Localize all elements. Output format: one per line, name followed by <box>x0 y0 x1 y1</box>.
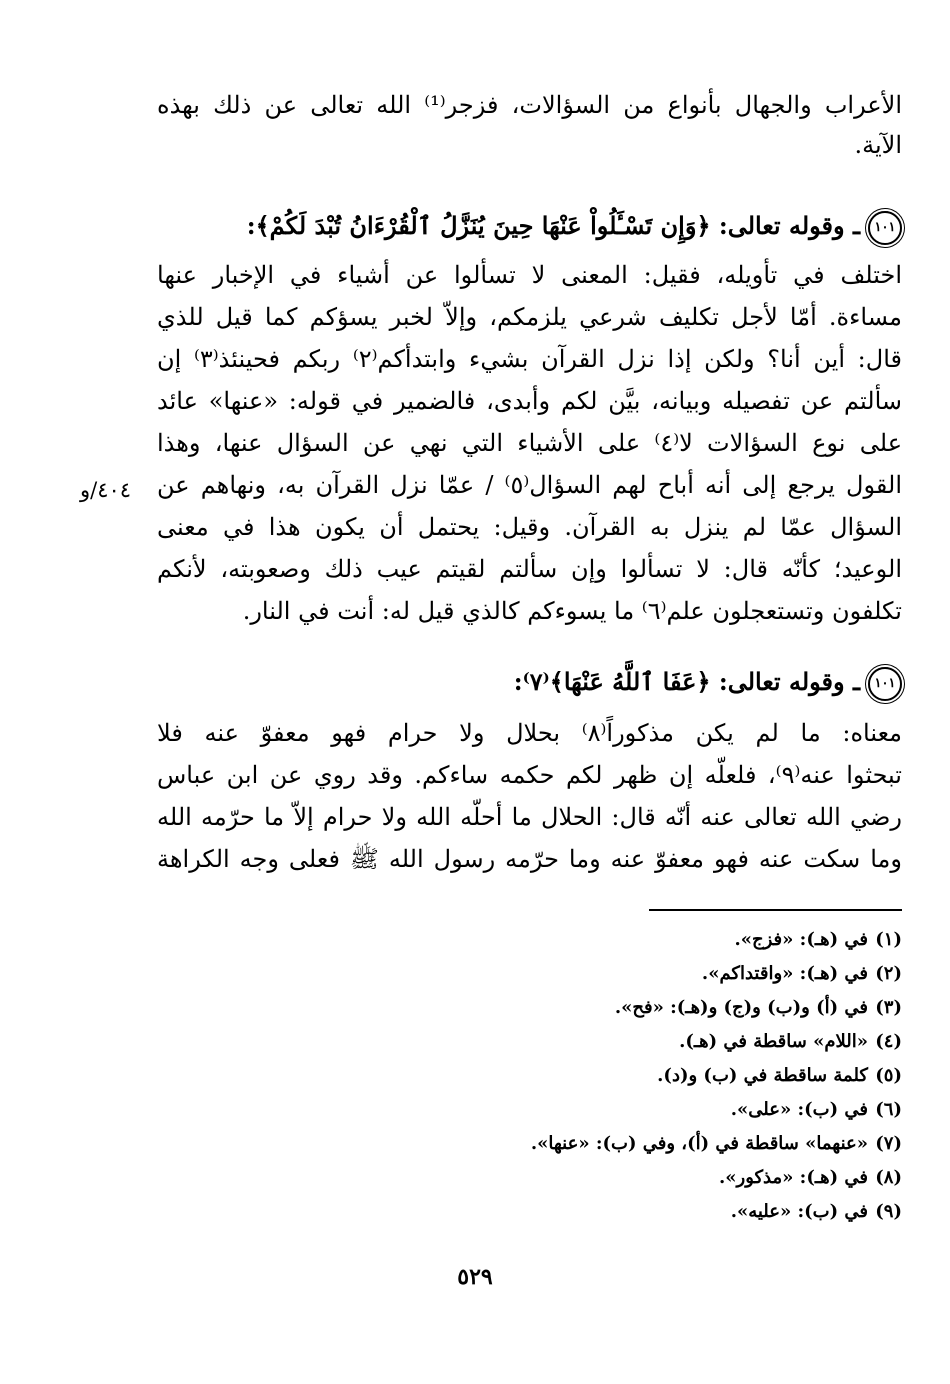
footnote-text: كلمة ساقطة في (ب) و(د). <box>657 1065 868 1086</box>
footnote-number: (٤) <box>875 1031 902 1052</box>
footnote <box>734 924 902 956</box>
footnote-text: «عنهما» ساقطة في (أ)، وفي (ب): «عنها». <box>530 1133 868 1154</box>
body-line: اختلف في تأويله، فقيل: المعنى لا تسألوا عن أشياء في الإخبار عنها <box>157 261 902 289</box>
verse-number-badge: ١٠١ <box>868 211 902 245</box>
body-line: السؤال عمّا لم ينزل به القرآن. وقيل: يحتمل أن يكون هذا في معنى <box>157 513 902 541</box>
footnote-number: (٨) <box>875 1167 902 1188</box>
page-number: ٥٢٩ <box>457 1264 493 1290</box>
heading-text: ـ وقوله تعالى: ﴿وَإِن تَسْـَٔلُواْ عَنْهَا حِينَ يُنَزَّلُ ٱلْقُرْءَانُ تُبْدَ لَكُمْ﴾: <box>246 211 860 240</box>
heading-text: ـ وقوله تعالى: ﴿عَفَا ٱللَّهُ عَنْهَا﴾⁽٧⁾: <box>513 667 860 696</box>
footnote-text: في (ب): «على». <box>730 1099 868 1120</box>
footnote <box>731 1196 902 1228</box>
section-heading-1 <box>157 206 902 246</box>
body-line: على نوع السؤالات لا⁽٤⁾ على الأشياء التي نهي عن السؤال عنها، وهذا <box>157 429 902 457</box>
footnote <box>731 1094 902 1126</box>
footnote-number: (٦) <box>875 1099 902 1120</box>
body-line: رضي الله تعالى عنه أنّه قال: الحلال ما أحلّه الله ولا حرام إلاّ ما حرّمه الله <box>157 803 902 831</box>
footnote <box>679 1026 902 1058</box>
body-line: القول يرجع إلى أنه أباح لهم السؤال⁽٥⁾ / عمّا نزل القرآن به، ونهاهم عن <box>157 471 902 499</box>
footnote-separator <box>649 909 902 911</box>
section-heading-2 <box>157 662 902 702</box>
footnote-text: في (هـ): «مذكور». <box>718 1167 868 1188</box>
body-line: وما سكت عنه فهو معفوّ عنه وما حرّمه رسول الله ﷺ فعلى وجه الكراهة <box>157 845 902 873</box>
verse-number-badge: ١٠١ <box>868 667 902 701</box>
footnote <box>531 1128 902 1160</box>
footnote-number: (٩) <box>875 1201 902 1222</box>
footnote-text: في (هـ): «واقتداكم». <box>701 963 868 984</box>
body-line: سألتم عن تفصيله وبيانه، بيَّن لكم وأبدى، فالضمير في قوله: «عنها» عائد <box>157 387 902 415</box>
body-line: مساءة. أمّا لأجل تكليف شرعي يلزمكم، وإلاّ لخبر يسؤكم كما قيل للذي <box>157 303 902 331</box>
body-line: معناه: ما لم يكن مذكوراً⁽٨⁾ بحلال ولا حرام فهو معفوّ عنه فلا <box>157 719 902 747</box>
margin-folio-note: ٤٠٤/و <box>80 478 132 502</box>
body-line: الآية. <box>854 131 902 159</box>
footnote <box>702 958 902 990</box>
footnote-number: (٢) <box>875 963 902 984</box>
footnote <box>719 1162 902 1194</box>
footnote-text: في (ب): «عليه». <box>730 1201 868 1222</box>
footnote-number: (٧) <box>875 1133 902 1154</box>
footnote-number: (٣) <box>875 997 902 1018</box>
footnote-number: (١) <box>875 929 902 950</box>
body-line: تبحثوا عنه⁽٩⁾، فلعلّه إن ظهر لكم حكمه ساءكم. وقد روي عن ابن عباس <box>157 761 902 789</box>
footnote-text: «اللام» ساقطة في (هـ). <box>679 1031 868 1052</box>
footnote <box>615 992 902 1024</box>
body-line: الوعيد؛ كأنّه قال: لا تسألوا وإن سألتم لقيتم عيب ذلك وصعوبته، لأنكم <box>157 555 902 583</box>
footnote <box>657 1060 902 1092</box>
footnote-number: (٥) <box>875 1065 902 1086</box>
footnote-text: في (أ) و(ب) و(ج) و(هـ): «فح». <box>614 997 868 1018</box>
body-line: الأعراب والجهال بأنواع من السؤالات، فزجر⁽¹⁾ الله تعالى عن ذلك بهذه <box>157 91 902 119</box>
footnote-text: في (هـ): «فزج». <box>734 929 868 950</box>
body-line: تكلفون وتستعجلون علم⁽٦⁾ ما يسوءكم كالذي قيل له: أنت في النار. <box>242 597 902 625</box>
body-line: قال: أين أنا؟ ولكن إذا نزل القرآن بشيء وابتدأكم⁽٢⁾ ربكم فحينئذ⁽٣⁾ إن <box>157 345 902 373</box>
